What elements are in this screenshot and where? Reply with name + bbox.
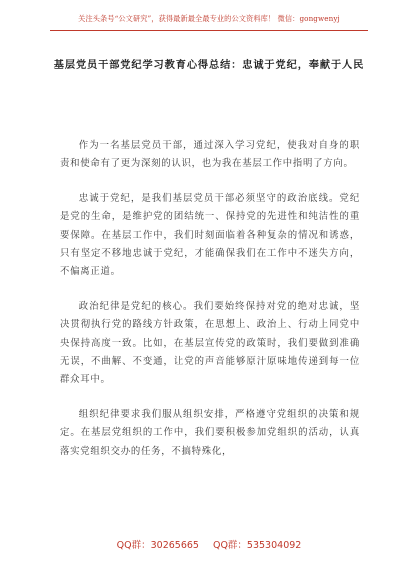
document-title: 基层党员干部党纪学习教育心得总结：忠诚于党纪，奉献于人民 <box>53 59 365 71</box>
qq-group-1: QQ群：30265665 <box>116 540 199 551</box>
paragraph: 忠诚于党纪，是我们基层党员干部必须坚守的政治底线。党纪是党的生命，是维护党的团结统一、保持党的先进性和纯洁性的重要保障。在基层工作中，我们时刻面临着各种复杂的情况和诱惑，只有坚定不移地忠诚于党纪，才能确保我们在工作中不迷失方向，不偏离正道。 <box>60 192 360 278</box>
footer-contacts <box>50 537 368 551</box>
paragraph: 组织纪律要求我们服从组织安排，严格遵守党组织的决策和规定。在基层党组织的工作中，我们要积极参加党组织的活动，认真落实党组织交办的任务，不搞特殊化， <box>60 408 360 457</box>
document-body <box>60 137 360 477</box>
qq-group-2: QQ群：535304092 <box>212 540 302 551</box>
header-divider <box>50 30 368 31</box>
paragraph: 政治纪律是党纪的核心。我们要始终保持对党的绝对忠诚，坚决贯彻执行党的路线方针政策，在思想上、政治上、行动上同党中央保持高度一致。比如，在基层宣传党的政策时，我们要做到准确无误，不曲解、不变通，让党的声音能够原汁原味地传递到每一位群众耳中。 <box>60 300 360 386</box>
paragraph: 作为一名基层党员干部，通过深入学习党纪，使我对自身的职责和使命有了更为深刻的认识，也为我在基层工作中指明了方向。 <box>60 140 360 170</box>
header-banner: 关注头条号“公文研究”，获得最新最全最专业的公文资料库！ 微信：gongwenyj <box>78 14 340 23</box>
